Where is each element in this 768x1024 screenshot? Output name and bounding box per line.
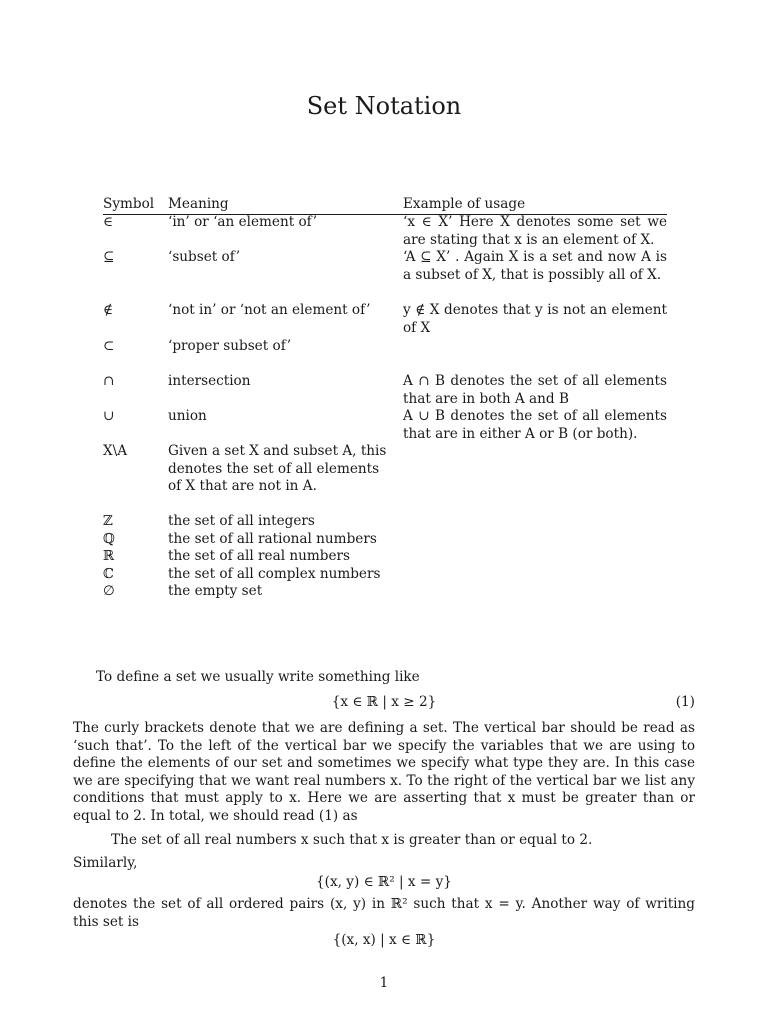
equation-number: (1) (675, 694, 695, 710)
symbol-cell: ℝ (103, 548, 115, 564)
notation-table (103, 194, 667, 599)
example-cell: A ∪ B denotes the set of all elements that are in either A or B (or both). (403, 408, 667, 442)
symbol-cell: ℤ (103, 513, 113, 529)
header-symbol: Symbol (103, 196, 155, 212)
symbol-cell: ℂ (103, 566, 114, 582)
meaning-cell: the set of all integers (168, 513, 315, 529)
meaning-cell: ‘in’ or ‘an element of’ (168, 214, 318, 230)
meaning-cell: the set of all rational numbers (168, 531, 377, 547)
example-cell: ‘x ∈ X’ Here X denotes some set we are stating that x is an element of X. (403, 214, 667, 248)
meaning-cell: the set of all real numbers (168, 548, 350, 564)
meaning-cell: union (168, 408, 207, 424)
meaning-cell: intersection (168, 373, 251, 389)
header-meaning: Meaning (168, 196, 229, 212)
symbol-cell: X\A (103, 443, 128, 459)
page-title: Set Notation (306, 92, 462, 120)
equation-1 (73, 694, 695, 712)
equation-1-text: {x ∈ ℝ | x ≥ 2} (331, 694, 437, 710)
meaning-cell: ‘not in’ or ‘not an element of’ (168, 302, 371, 318)
symbol-cell: ∈ (103, 214, 114, 230)
meaning-cell: ‘subset of’ (168, 249, 241, 265)
page-number: 1 (379, 975, 389, 991)
similarly-text: Similarly, (73, 855, 138, 871)
quote-text: The set of all real numbers x such that x is greater than or equal to 2. (111, 832, 593, 848)
symbol-cell: ∉ (103, 302, 114, 318)
meaning-cell: ‘proper subset of’ (168, 338, 292, 354)
meaning-cell: Given a set X and subset A, this denotes the set of all elements of X that are not in A. (168, 443, 387, 494)
paragraph-1: The curly brackets denote that we are defining a set. The vertical bar should be read as ‘such that’. To the left of the vertical bar we specify the variables that we are using to define the elements of our set and sometimes we specify what type they are. In this case we are specifying that we want real numbers x. To the right of the vertical bar we list any conditions that must apply to x. Here we are asserting that x must be greater than or equal to 2. In total, we should read (1) as (73, 720, 695, 824)
symbol-cell: ∅ (103, 583, 115, 599)
example-cell: A ∩ B denotes the set of all elements that are in both A and B (403, 373, 667, 407)
symbol-cell: ∪ (103, 408, 115, 424)
symbol-cell: ℚ (103, 531, 115, 547)
meaning-cell: the set of all complex numbers (168, 566, 381, 582)
symbol-cell: ⊆ (103, 249, 115, 265)
paragraph-2: denotes the set of all ordered pairs (x, y) in ℝ² such that x = y. Another way of writing this set is (73, 896, 695, 930)
equation-3: {(x, x) | x ∈ ℝ} (332, 932, 436, 948)
symbol-cell: ∩ (103, 373, 115, 389)
table-header (103, 194, 667, 215)
example-cell: y ∉ X denotes that y is not an element of X (403, 302, 667, 336)
header-example: Example of usage (403, 196, 526, 212)
example-cell: ‘A ⊆ X’ . Again X is a set and now A is a subset of X, that is possibly all of X. (403, 249, 667, 283)
meaning-cell: the empty set (168, 583, 263, 599)
equation-2: {(x, y) ∈ ℝ² | x = y} (316, 874, 452, 890)
intro-text: To define a set we usually write something like (96, 669, 420, 685)
symbol-cell: ⊂ (103, 338, 115, 354)
